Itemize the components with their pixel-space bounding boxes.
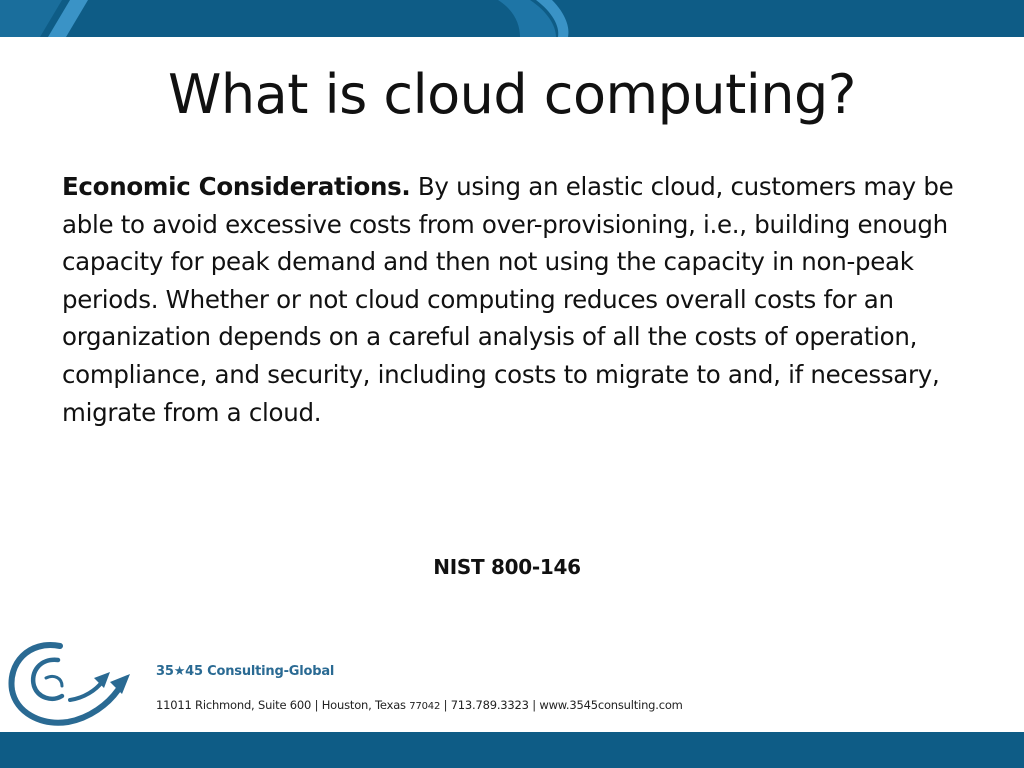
footer-address: [156, 698, 683, 712]
address-zip: 77042: [409, 701, 441, 712]
slide-title: What is cloud computing?: [168, 63, 856, 126]
body-text: By using an elastic cloud, customers may be able to avoid excessive costs from over-provisioning, i.e., building enough capacity for peak demand and then not using the capacity in non-peak periods. Whether or not cloud computing reduces overall costs for an organization depends on a careful analysis of all the costs of operation, compliance, and security, including costs to migrate to and, if necessary, migrate from a cloud.: [62, 172, 954, 427]
address-contact: | 713.789.3323 | www.3545consulting.com: [440, 698, 683, 712]
address-street: 11011 Richmond, Suite 600 | Houston, Texas: [156, 698, 410, 712]
company-name: 35★45 Consulting-Global: [156, 664, 335, 679]
body-paragraph: [62, 168, 967, 431]
body-lead: Economic Considerations.: [62, 172, 411, 201]
citation: NIST 800-146: [433, 555, 581, 579]
top-banner-graphic: [0, 0, 1024, 37]
top-banner: [0, 0, 1024, 37]
bottom-banner: [0, 732, 1024, 768]
swirl-arrow-logo-icon: [6, 638, 136, 728]
